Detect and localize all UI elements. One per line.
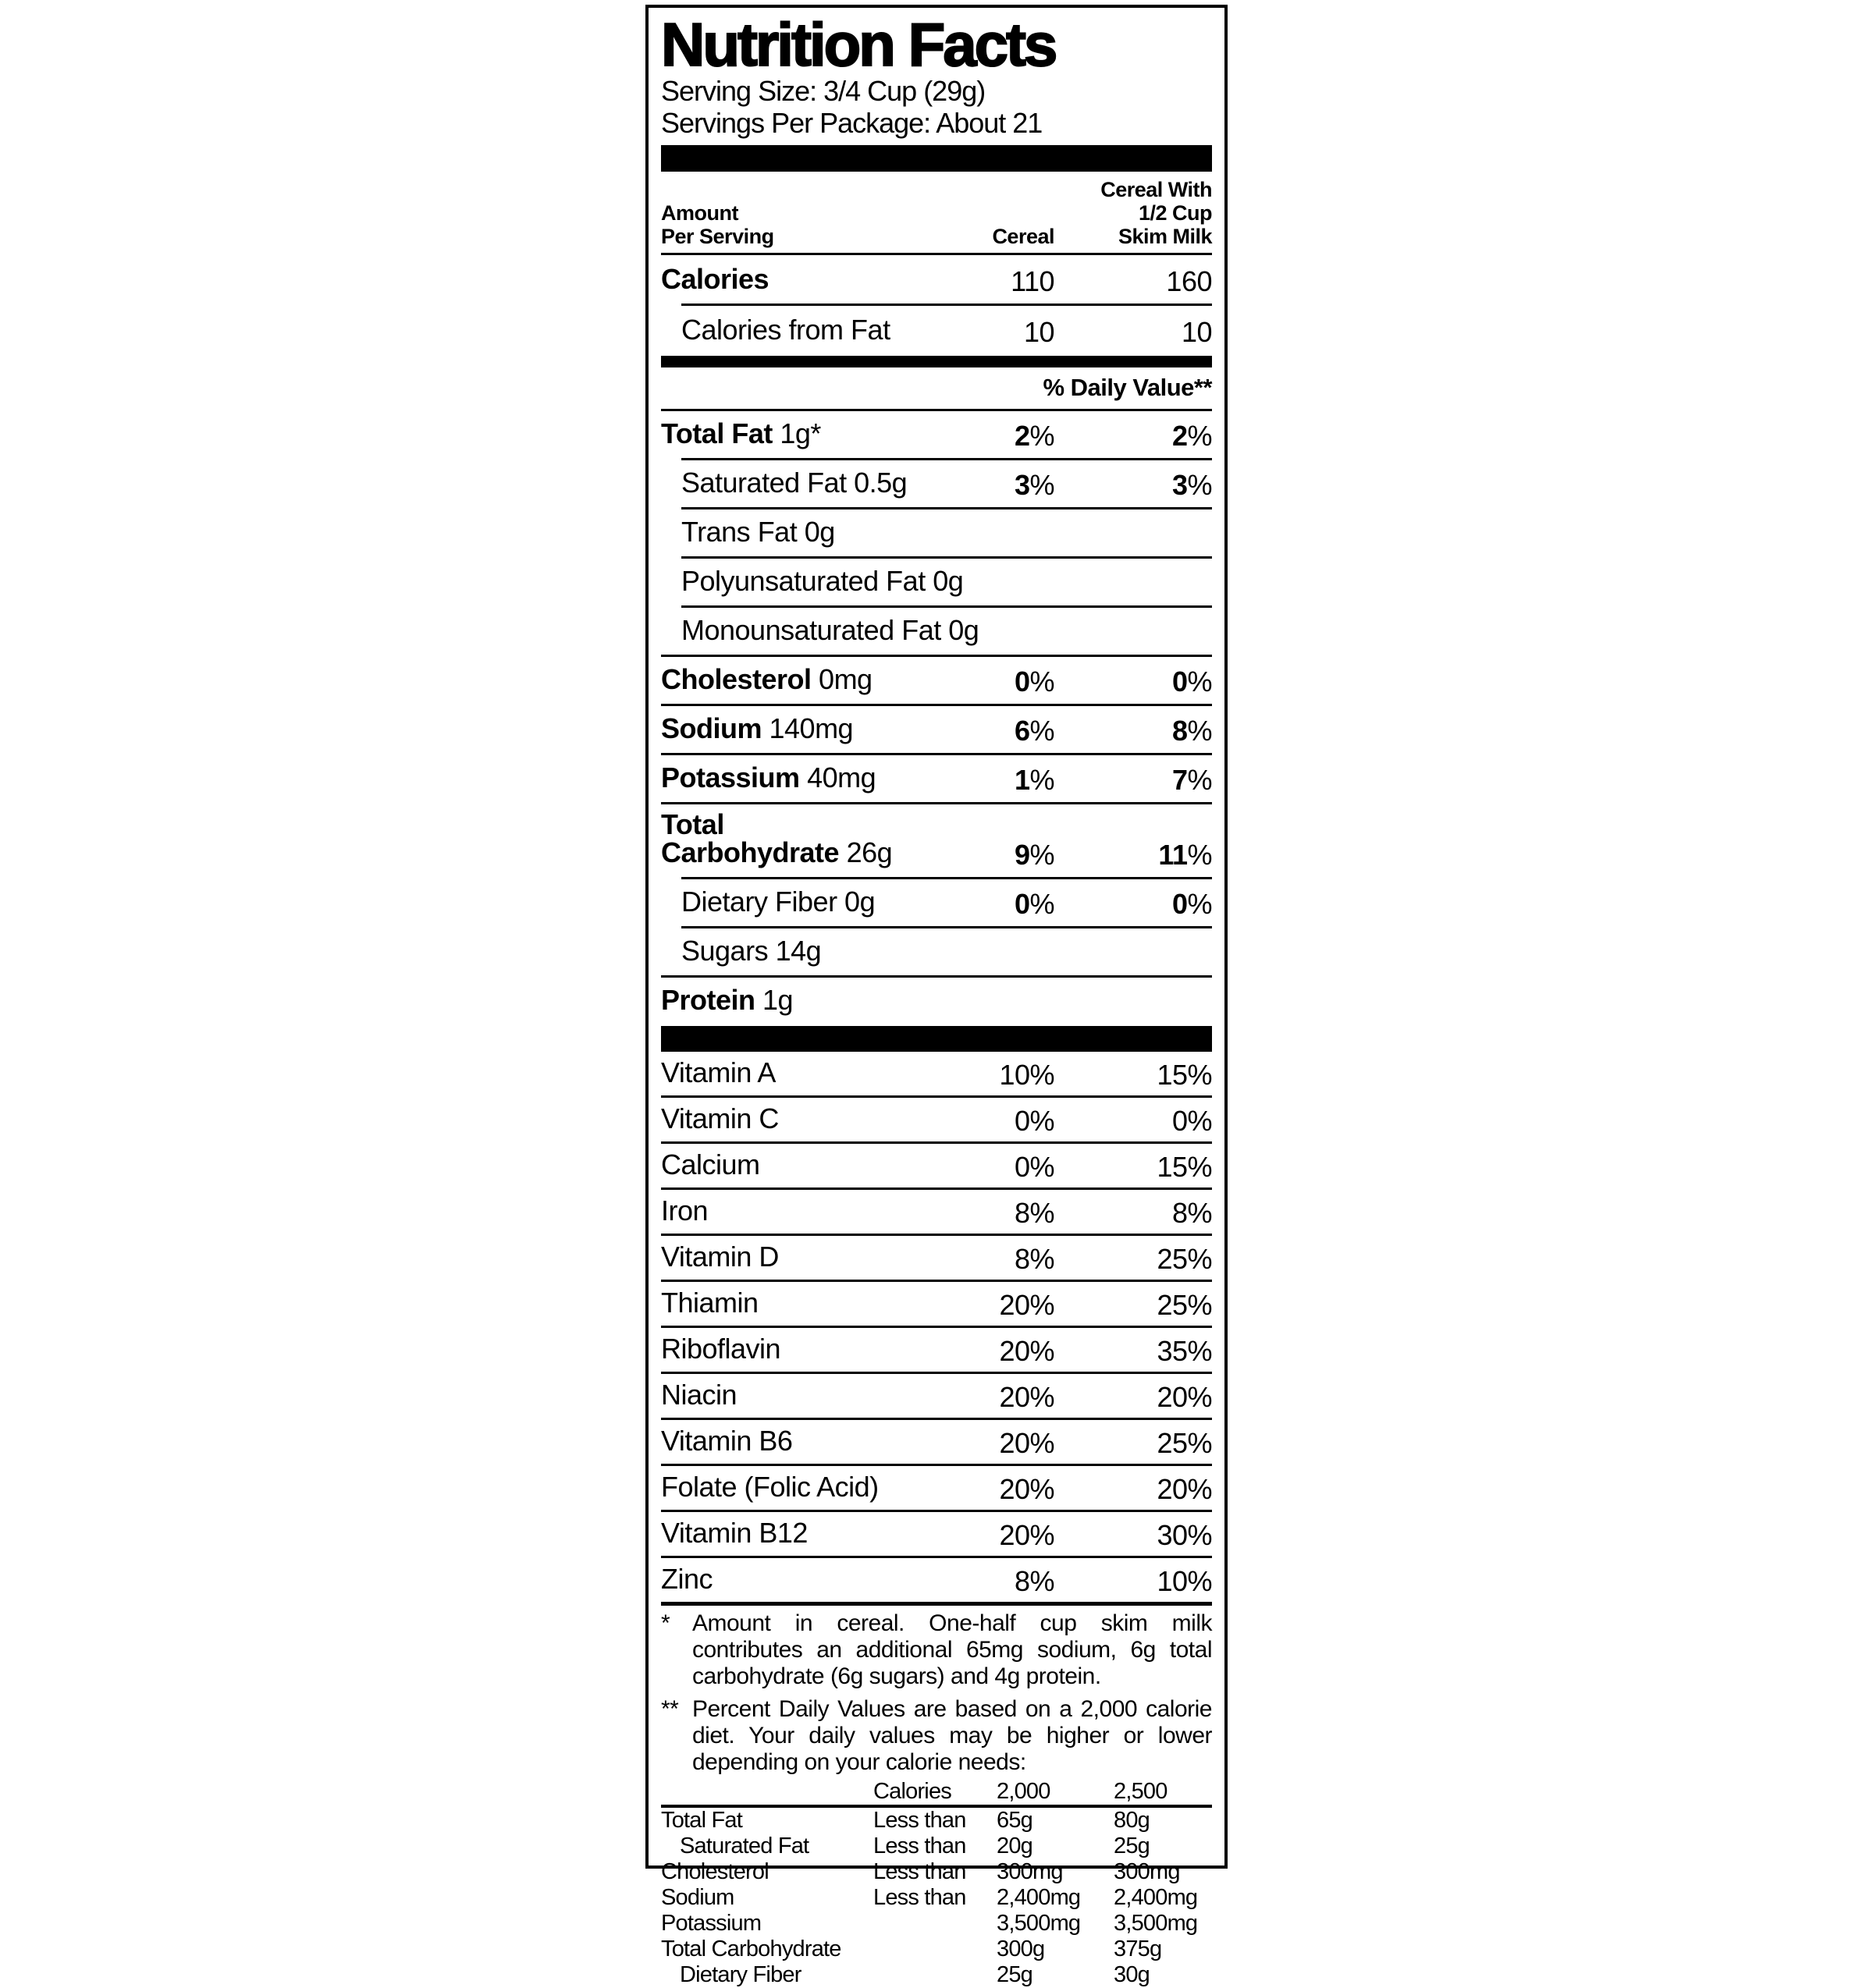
nutrient-name: Trans Fat 0g	[681, 516, 835, 548]
calories-section	[661, 255, 1212, 354]
nutrient-row-sodium	[661, 706, 1212, 753]
nutrient-name: Calories from Fat	[681, 314, 890, 346]
cereal-value: 3%	[1014, 469, 1054, 501]
label-title: Nutrition Facts	[661, 10, 1056, 79]
cereal-value: 0%	[1014, 1151, 1054, 1183]
milk-value: 10	[1181, 316, 1212, 348]
dv-2500-value: 3,500mg	[1114, 1911, 1198, 1936]
nutrient-row-polyunsaturated-fat-0g	[661, 559, 1212, 605]
column-header	[661, 178, 1212, 253]
daily-values-table	[661, 1779, 1212, 1988]
dv-row-saturated-fat	[661, 1834, 1212, 1859]
milk-value: 25%	[1157, 1289, 1212, 1321]
dv-rows	[661, 1808, 1212, 1988]
dv-row-dietary-fiber	[661, 1962, 1212, 1988]
nutrient-name: Polyunsaturated Fat 0g	[681, 565, 964, 597]
vitamin-name: Zinc	[661, 1563, 713, 1595]
vitamins-section	[661, 1052, 1212, 1602]
milk-value: 8%	[1171, 1197, 1212, 1229]
divider-bar-top	[661, 145, 1212, 172]
skim-milk-column-label: Cereal With 1/2 Cup Skim Milk	[1100, 178, 1212, 248]
cereal-value: 6%	[1014, 715, 1054, 747]
dv-row-total-carbohydrate	[661, 1937, 1212, 1962]
nutrient-name: Protein 1g	[661, 984, 794, 1016]
milk-value: 0%	[1171, 1105, 1212, 1137]
dv-qualifier	[873, 1962, 997, 1988]
dv-row-cholesterol	[661, 1859, 1212, 1885]
dv-2000-value: 20g	[997, 1834, 1032, 1858]
milk-value: 35%	[1157, 1335, 1212, 1367]
vitamin-row-niacin	[661, 1374, 1212, 1418]
nutrient-name: Sodium 140mg	[661, 712, 854, 744]
dv-qualifier: Less than	[873, 1859, 966, 1884]
cereal-value: 20%	[999, 1335, 1054, 1367]
cereal-value: 2%	[1014, 420, 1054, 452]
dv-2000-value: 65g	[997, 1808, 1032, 1833]
cereal-value: 20%	[999, 1473, 1054, 1505]
dv-2500-value: 25g	[1114, 1834, 1150, 1858]
milk-value: 8%	[1171, 715, 1212, 747]
cereal-value: 10	[1023, 316, 1054, 348]
footnote-asterisk: * Amount in cereal. One-half cup skim milk contributes an additional 65mg sodium, 6g total carbohydrate (6g sugars) and 4g protein.	[661, 1610, 1212, 1689]
vitamin-name: Riboflavin	[661, 1333, 781, 1365]
vitamin-row-vitamin-c	[661, 1098, 1212, 1141]
footnote-rule	[661, 1602, 1212, 1606]
vitamin-row-calcium	[661, 1144, 1212, 1187]
cereal-value: 20%	[999, 1289, 1054, 1321]
dv-label: Saturated Fat	[680, 1834, 809, 1858]
nutrient-row-total-fat	[661, 411, 1212, 458]
cereal-value: 0%	[1014, 1105, 1054, 1137]
cereal-value: 9%	[1014, 839, 1054, 871]
milk-value: 25%	[1157, 1243, 1212, 1275]
cereal-value: 10%	[999, 1059, 1054, 1091]
nutrient-name: Cholesterol 0mg	[661, 663, 873, 695]
nutrient-name: Total Fat 1g*	[661, 417, 821, 449]
milk-value: 0%	[1171, 888, 1212, 920]
vitamin-name: Vitamin A	[661, 1056, 776, 1088]
vitamin-row-folate-folic-acid	[661, 1466, 1212, 1510]
footnote-double-asterisk: ** Percent Daily Values are based on a 2,000 calorie diet. Your daily values may be higher or lower depending on your calorie needs:	[661, 1696, 1212, 1775]
cereal-column-label: Cereal	[992, 225, 1054, 248]
nutrient-name: Calories	[661, 263, 769, 295]
dv-2500-value: 80g	[1114, 1808, 1150, 1833]
nutrient-row-potassium	[661, 755, 1212, 802]
nutrition-facts-label	[645, 5, 1228, 1987]
dv-qualifier	[873, 1937, 997, 1962]
vitamin-name: Calcium	[661, 1148, 760, 1180]
dv-row-potassium	[661, 1911, 1212, 1937]
dv-label: Total Carbohydrate	[661, 1937, 841, 1961]
vitamin-name: Thiamin	[661, 1287, 759, 1319]
dv-label: Total Fat	[661, 1808, 743, 1833]
dv-2000-value: 25g	[997, 1962, 1032, 1987]
dv-label: Cholesterol	[661, 1859, 769, 1884]
dv-label: Sodium	[661, 1885, 734, 1910]
milk-value: 20%	[1157, 1473, 1212, 1505]
vitamin-name: Vitamin B6	[661, 1425, 793, 1457]
vitamin-row-riboflavin	[661, 1328, 1212, 1372]
milk-value: 11%	[1158, 839, 1212, 871]
nutrient-name: Potassium 40mg	[661, 761, 876, 793]
vitamin-name: Vitamin D	[661, 1241, 779, 1273]
dv-2500-value: 375g	[1114, 1937, 1162, 1961]
serving-size-line: Serving Size: 3/4 Cup (29g)	[661, 75, 986, 107]
amount-per-serving-label: Amount Per Serving	[661, 201, 774, 248]
vitamin-name: Vitamin C	[661, 1102, 779, 1134]
milk-value: 7%	[1171, 764, 1212, 796]
dv-2500-value: 30g	[1114, 1962, 1150, 1987]
dv-2000-value: 3,500mg	[997, 1911, 1081, 1936]
dv-qualifier	[873, 1911, 997, 1937]
vitamin-name: Niacin	[661, 1379, 737, 1411]
nutrient-row-monounsaturated-fat-0g	[661, 608, 1212, 655]
nutrient-name: Total Carbohydrate 26g	[661, 808, 893, 868]
dv-qualifier: Less than	[873, 1885, 966, 1910]
cereal-value: 110	[1011, 265, 1054, 297]
dv-label: Dietary Fiber	[680, 1962, 801, 1987]
vitamin-row-vitamin-b12	[661, 1512, 1212, 1556]
cereal-value: 1%	[1014, 764, 1054, 796]
milk-value: 15%	[1157, 1059, 1212, 1091]
nutrient-name: Monounsaturated Fat 0g	[681, 614, 979, 646]
vitamin-row-vitamin-a	[661, 1052, 1212, 1095]
dv-row-sodium	[661, 1885, 1212, 1911]
nutrients-section	[661, 411, 1212, 1024]
milk-value: 160	[1166, 265, 1212, 297]
vitamin-row-zinc	[661, 1558, 1212, 1602]
vitamin-name: Vitamin B12	[661, 1517, 808, 1549]
nutrient-row-protein	[661, 978, 1212, 1024]
vitamin-row-thiamin	[661, 1282, 1212, 1326]
nutrient-name: Sugars 14g	[681, 935, 822, 967]
cereal-value: 0%	[1014, 888, 1054, 920]
divider-bar-bottom	[661, 1026, 1212, 1052]
milk-value: 10%	[1157, 1565, 1212, 1597]
footnote-double-asterisk-marker: **	[661, 1696, 679, 1722]
vitamin-row-vitamin-b6	[661, 1420, 1212, 1464]
servings-per-package-line: Servings Per Package: About 21	[661, 107, 1043, 139]
vitamin-row-iron	[661, 1190, 1212, 1234]
dv-header-row	[661, 1779, 1212, 1805]
nutrient-row-dietary-fiber-0g	[661, 879, 1212, 926]
divider-bar-mid	[661, 356, 1212, 367]
dv-header-2000: 2,000	[997, 1779, 1050, 1804]
cereal-value: 0%	[1014, 666, 1054, 698]
dv-2500-value: 2,400mg	[1114, 1885, 1198, 1910]
dv-header-2500: 2,500	[1114, 1779, 1168, 1804]
cereal-value: 20%	[999, 1381, 1054, 1413]
milk-value: 25%	[1157, 1427, 1212, 1459]
nutrient-row-total	[661, 804, 1212, 877]
milk-value: 0%	[1171, 666, 1212, 698]
milk-value: 3%	[1171, 469, 1212, 501]
cereal-value: 8%	[1014, 1565, 1054, 1597]
dv-label: Potassium	[661, 1911, 762, 1936]
dv-qualifier: Less than	[873, 1808, 966, 1833]
dv-header-calories: Calories	[873, 1779, 951, 1804]
milk-value: 30%	[1157, 1519, 1212, 1551]
nutrient-row-cholesterol	[661, 657, 1212, 704]
dv-2000-value: 300g	[997, 1937, 1045, 1961]
milk-value: 20%	[1157, 1381, 1212, 1413]
nutrient-row-calories	[661, 255, 1212, 304]
cereal-value: 8%	[1014, 1243, 1054, 1275]
cereal-value: 20%	[999, 1519, 1054, 1551]
dv-qualifier: Less than	[873, 1834, 966, 1858]
vitamin-row-vitamin-d	[661, 1236, 1212, 1280]
dv-2000-value: 2,400mg	[997, 1885, 1081, 1910]
nutrient-name: Dietary Fiber 0g	[681, 886, 876, 918]
milk-value: 15%	[1157, 1151, 1212, 1183]
milk-value: 2%	[1171, 420, 1212, 452]
nutrient-row-trans-fat-0g	[661, 509, 1212, 556]
footnote-asterisk-marker: *	[661, 1610, 670, 1636]
vitamin-name: Folate (Folic Acid)	[661, 1471, 879, 1503]
dv-2000-value: 300mg	[997, 1859, 1063, 1884]
nutrient-row-saturated-fat-0-5g	[661, 460, 1212, 507]
cereal-value: 8%	[1014, 1197, 1054, 1229]
vitamin-name: Iron	[661, 1195, 709, 1227]
cereal-value: 20%	[999, 1427, 1054, 1459]
nutrient-name: Saturated Fat 0.5g	[681, 467, 908, 499]
daily-value-heading: % Daily Value**	[1043, 374, 1212, 401]
dv-2500-value: 300mg	[1114, 1859, 1180, 1884]
nutrient-row-calories-from-fat	[661, 306, 1212, 354]
nutrient-row-sugars-14g	[661, 928, 1212, 975]
dv-row-total-fat	[661, 1808, 1212, 1834]
